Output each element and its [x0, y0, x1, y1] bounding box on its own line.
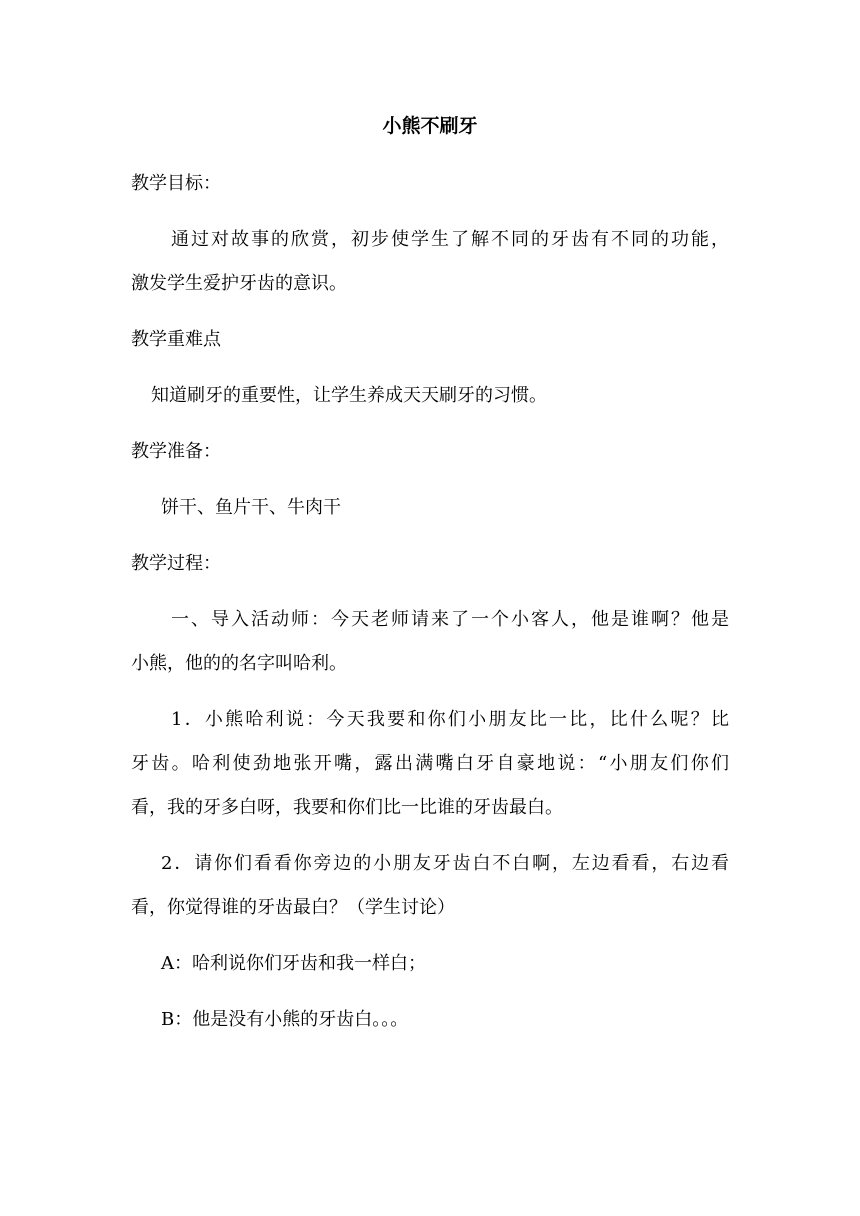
process-heading: 教学过程：: [131, 553, 221, 574]
intro-line-2: 小熊，他的的名字叫哈利。: [131, 653, 347, 674]
intro-line-1: 一、导入活动师：今天老师请来了一个小客人，他是谁啊？他是: [171, 609, 729, 630]
prep-heading: 教学准备：: [131, 441, 221, 462]
objectives-text-line-1: 通过对故事的欣赏，初步使学生了解不同的牙齿有不同的功能，: [171, 229, 729, 250]
prep-text: 饼干、鱼片干、牛肉干: [161, 497, 341, 518]
step1-line-3: 看，我的牙多白呀，我要和你们比一比谁的牙齿最白。: [131, 797, 563, 818]
objectives-text-line-2: 激发学生爱护牙齿的意识。: [131, 273, 347, 294]
step2-line-2: 看，你觉得谁的牙齿最白？（学生讨论）: [131, 897, 455, 918]
keypoints-text: 知道刷牙的重要性，让学生养成天天刷牙的习惯。: [151, 385, 547, 406]
step2-line-1: 2．请你们看看你旁边的小朋友牙齿白不白啊，左边看看，右边看: [161, 853, 729, 874]
keypoints-heading: 教学重难点: [131, 329, 221, 350]
step1-line-1: 1．小熊哈利说：今天我要和你们小朋友比一比，比什么呢？比: [171, 709, 729, 730]
step1-line-2: 牙齿。哈利使劲地张开嘴，露出满嘴白牙自豪地说：“小朋友们你们: [131, 753, 729, 774]
answer-b: B：他是没有小熊的牙齿白。。。: [161, 1009, 409, 1030]
answer-a: A：哈利说你们牙齿和我一样白；: [161, 953, 426, 974]
objectives-heading: 教学目标：: [131, 173, 221, 194]
page-title: 小熊不刷牙: [382, 115, 478, 137]
